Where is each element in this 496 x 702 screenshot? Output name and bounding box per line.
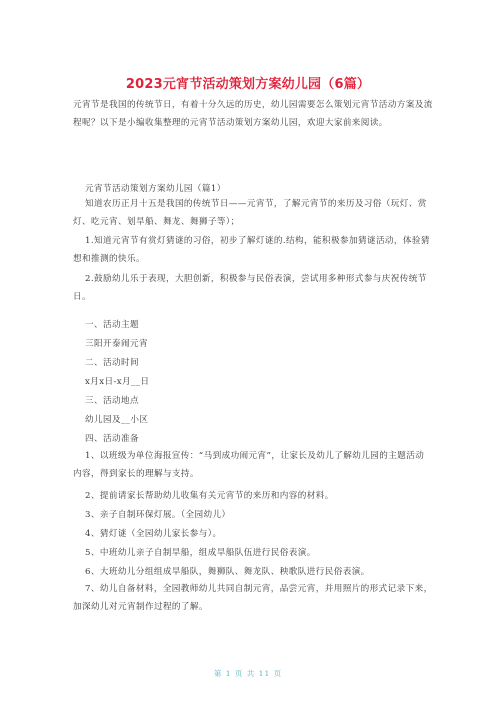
prep-item-3: 3、亲子自制环保灯展。（全园幼儿）: [85, 510, 231, 520]
intro-paragraph: 元宵节是我国的传统节日，有着十分久远的历史，幼儿园需要怎么策划元宵节活动方案及流程呢？以下是小编收集整理的元宵节活动策划方案幼儿园，欢迎大家前来阅读。: [73, 100, 433, 128]
prep-item-7: 7、幼儿自备材料，全园教师幼儿共同自制元宵，品尝元宵，并用照片的形式记录下来，加深幼儿对元宵制作过程的了解。: [73, 584, 433, 612]
prep-item-2: 2、提前请家长帮助幼儿收集有关元宵节的来历和内容的材料。: [85, 491, 334, 501]
background-paragraph: 知道农历正月十五是我国的传统节日——元宵节，了解元宵节的来历及习俗（玩灯、赏灯、吃元宵、划旱船、舞龙、舞狮子等）；: [73, 199, 427, 227]
heading-prep: 四、活动准备: [85, 434, 139, 444]
prep-item-1: 1、以班级为单位海报宣传：“马到成功闹元宵”，让家长及幼儿了解幼儿园的主题活动内容，得到家长的理解与支持。: [73, 451, 425, 479]
goal-1-paragraph: 1.知道元宵节有赏灯猜谜的习俗，初步了解灯谜的.结构，能积极参加猜谜活动，体验猜想和推测的快乐。: [73, 236, 430, 264]
value-theme: 三阳开泰闹元宵: [85, 339, 148, 349]
goal-2-paragraph: 2.鼓励幼儿乐于表现，大胆创新，积极参与民俗表演，尝试用多种形式参与庆祝传统节日。: [73, 274, 427, 302]
value-place: 幼儿园及__小区: [85, 415, 149, 425]
section-heading: 元宵节活动策划方案幼儿园（篇1）: [85, 184, 226, 194]
value-time: x月x日-x月__日: [85, 377, 150, 387]
page-number-footer: 第 1 页 共 11 页: [213, 669, 283, 678]
heading-time: 二、活动时间: [85, 358, 139, 368]
prep-item-5: 5、中班幼儿亲子自制旱船，组成旱船队伍进行民俗表演。: [85, 548, 316, 558]
document-title: 2023元宵节活动策划方案幼儿园（6篇）: [125, 77, 371, 92]
prep-item-6: 6、大班幼儿分组组成旱船队，舞狮队、舞龙队、秧歌队进行民俗表演。: [85, 567, 370, 577]
heading-place: 三、活动地点: [85, 396, 139, 406]
prep-item-4: 4、猜灯谜（全园幼儿家长参与）。: [85, 529, 222, 539]
heading-theme: 一、活动主题: [85, 320, 139, 330]
